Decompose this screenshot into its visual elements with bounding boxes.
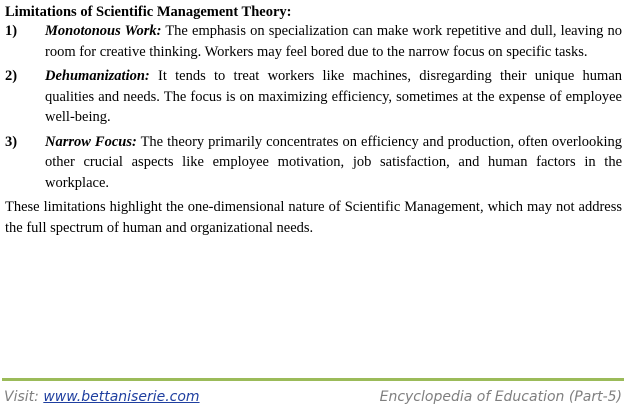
footer-book-title: Encyclopedia of Education (Part-5): [379, 389, 622, 405]
footer-divider: [2, 378, 624, 381]
limitations-list: [5, 21, 622, 193]
list-item-term: Dehumanization:: [45, 68, 150, 84]
list-item-number: 1): [5, 23, 18, 39]
list-item-body: [45, 66, 622, 128]
list-item-text: It tends to treat workers like machines, disregarding their unique human qualities and needs. The focus is on maximizing efficiency, sometimes at the expense of employee well-being.: [45, 68, 622, 125]
list-item-number: 3): [5, 133, 18, 150]
section-heading: Limitations of Scientific Management Theory:: [5, 4, 292, 20]
footer-visit: [4, 389, 200, 405]
page-content: [5, 3, 622, 238]
list-item-text: The emphasis on specialization can make work repetitive and dull, leaving no room for creative thinking. Workers may feel bored due to the narrow focus on specific tasks.: [45, 23, 622, 60]
list-item-body: [45, 132, 622, 194]
list-item: [5, 132, 622, 194]
footer-visit-label: Visit:: [4, 389, 44, 405]
page-footer: [4, 389, 622, 411]
conclusion-paragraph: These limitations highlight the one-dimensional nature of Scientific Management, which may not address the full spectrum of human and organizational needs.: [5, 199, 622, 236]
list-item: [5, 66, 622, 128]
website-link[interactable]: www.bettaniserie.com: [43, 389, 200, 405]
list-item-text: The theory primarily concentrates on efficiency and production, often overlooking other crucial aspects like employee motivation, job satisfaction, and human factors in the workplace.: [45, 133, 622, 191]
list-item-body: [45, 21, 622, 62]
list-item-term: Narrow Focus:: [45, 133, 137, 150]
list-item-number: 2): [5, 68, 18, 84]
list-item-term: Monotonous Work:: [45, 23, 162, 39]
list-item: [5, 21, 622, 62]
